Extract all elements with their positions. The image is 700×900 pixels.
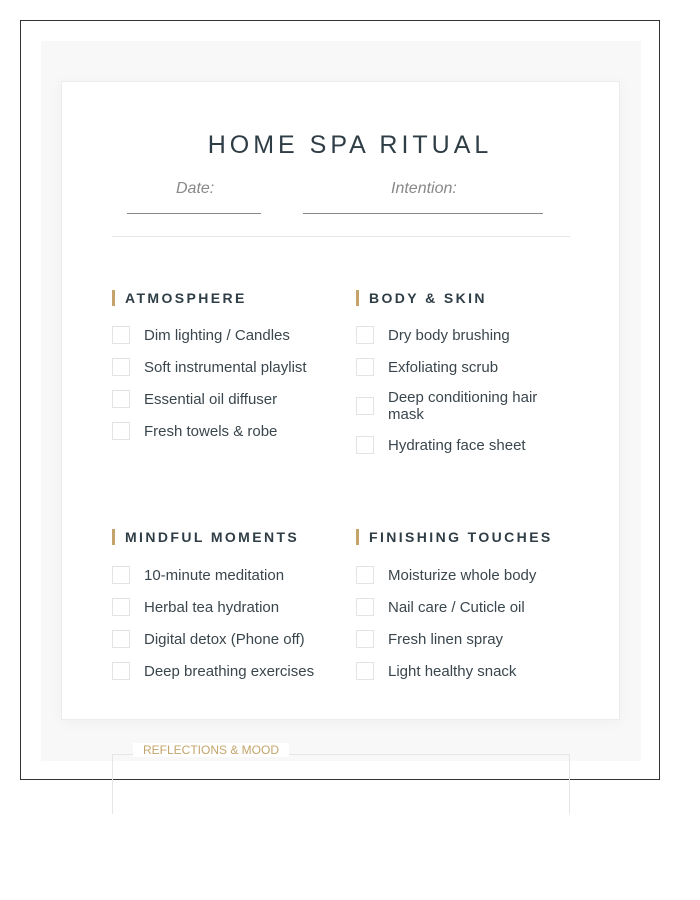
section-mindful-moments xyxy=(112,529,327,680)
checklist-item[interactable] xyxy=(356,566,571,584)
intention-field[interactable] xyxy=(303,213,543,214)
item-label: Light healthy snack xyxy=(388,662,517,680)
checklist-item[interactable] xyxy=(112,598,327,616)
checklist-item[interactable] xyxy=(112,326,327,344)
checkbox[interactable] xyxy=(356,598,374,616)
item-label: Dim lighting / Candles xyxy=(144,326,290,344)
item-label: Herbal tea hydration xyxy=(144,598,280,616)
item-label: Moisturize whole body xyxy=(388,566,537,584)
item-label: 10-minute meditation xyxy=(144,566,285,584)
section-heading: MINDFUL MOMENTS xyxy=(112,529,327,545)
checklist-item[interactable] xyxy=(356,630,571,648)
checkbox[interactable] xyxy=(356,630,374,648)
checkbox[interactable] xyxy=(112,598,130,616)
item-label: Exfoliating scrub xyxy=(388,358,499,376)
reflections-box[interactable] xyxy=(112,754,570,814)
checklist-item[interactable] xyxy=(112,630,327,648)
checkbox[interactable] xyxy=(112,630,130,648)
checkbox[interactable] xyxy=(356,397,374,415)
section-finishing-touches xyxy=(356,529,571,680)
section-body-skin xyxy=(356,290,571,454)
intention-label: Intention: xyxy=(391,180,457,197)
checkbox[interactable] xyxy=(112,358,130,376)
checkbox[interactable] xyxy=(356,358,374,376)
checklist-item[interactable] xyxy=(112,566,327,584)
item-label: Fresh linen spray xyxy=(388,630,504,648)
checklist-item[interactable] xyxy=(112,390,327,408)
checkbox[interactable] xyxy=(356,326,374,344)
checklist-item[interactable] xyxy=(356,598,571,616)
section-atmosphere xyxy=(112,290,327,440)
checkbox[interactable] xyxy=(112,390,130,408)
checkbox[interactable] xyxy=(112,566,130,584)
date-field[interactable] xyxy=(127,213,261,214)
checkbox[interactable] xyxy=(356,436,374,454)
checklist-item[interactable] xyxy=(112,662,327,680)
checklist-item[interactable] xyxy=(356,436,571,454)
item-label: Hydrating face sheet xyxy=(388,436,526,454)
section-heading: BODY & SKIN xyxy=(356,290,571,306)
item-label: Deep conditioning hair mask xyxy=(388,389,538,423)
section-heading: FINISHING TOUCHES xyxy=(356,529,571,545)
reflections-label: REFLECTIONS & MOOD xyxy=(133,743,289,757)
checklist-item[interactable] xyxy=(356,389,546,423)
checkbox[interactable] xyxy=(356,662,374,680)
checkbox[interactable] xyxy=(112,662,130,680)
checkbox[interactable] xyxy=(112,326,130,344)
item-label: Dry body brushing xyxy=(388,326,510,344)
checklist-item[interactable] xyxy=(112,358,327,376)
checklist-item[interactable] xyxy=(356,326,571,344)
page-title: HOME SPA RITUAL xyxy=(207,131,493,159)
item-label: Deep breathing exercises xyxy=(144,662,315,680)
checkbox[interactable] xyxy=(112,422,130,440)
section-heading: ATMOSPHERE xyxy=(112,290,327,306)
checklist-item[interactable] xyxy=(356,358,571,376)
checklist-item[interactable] xyxy=(112,422,327,440)
header-divider xyxy=(112,236,570,237)
checkbox[interactable] xyxy=(356,566,374,584)
checklist-item[interactable] xyxy=(356,662,571,680)
item-label: Nail care / Cuticle oil xyxy=(388,598,525,616)
date-label: Date: xyxy=(176,180,215,197)
item-label: Digital detox (Phone off) xyxy=(144,630,305,648)
item-label: Fresh towels & robe xyxy=(144,422,278,440)
item-label: Essential oil diffuser xyxy=(144,390,278,408)
item-label: Soft instrumental playlist xyxy=(144,358,307,376)
